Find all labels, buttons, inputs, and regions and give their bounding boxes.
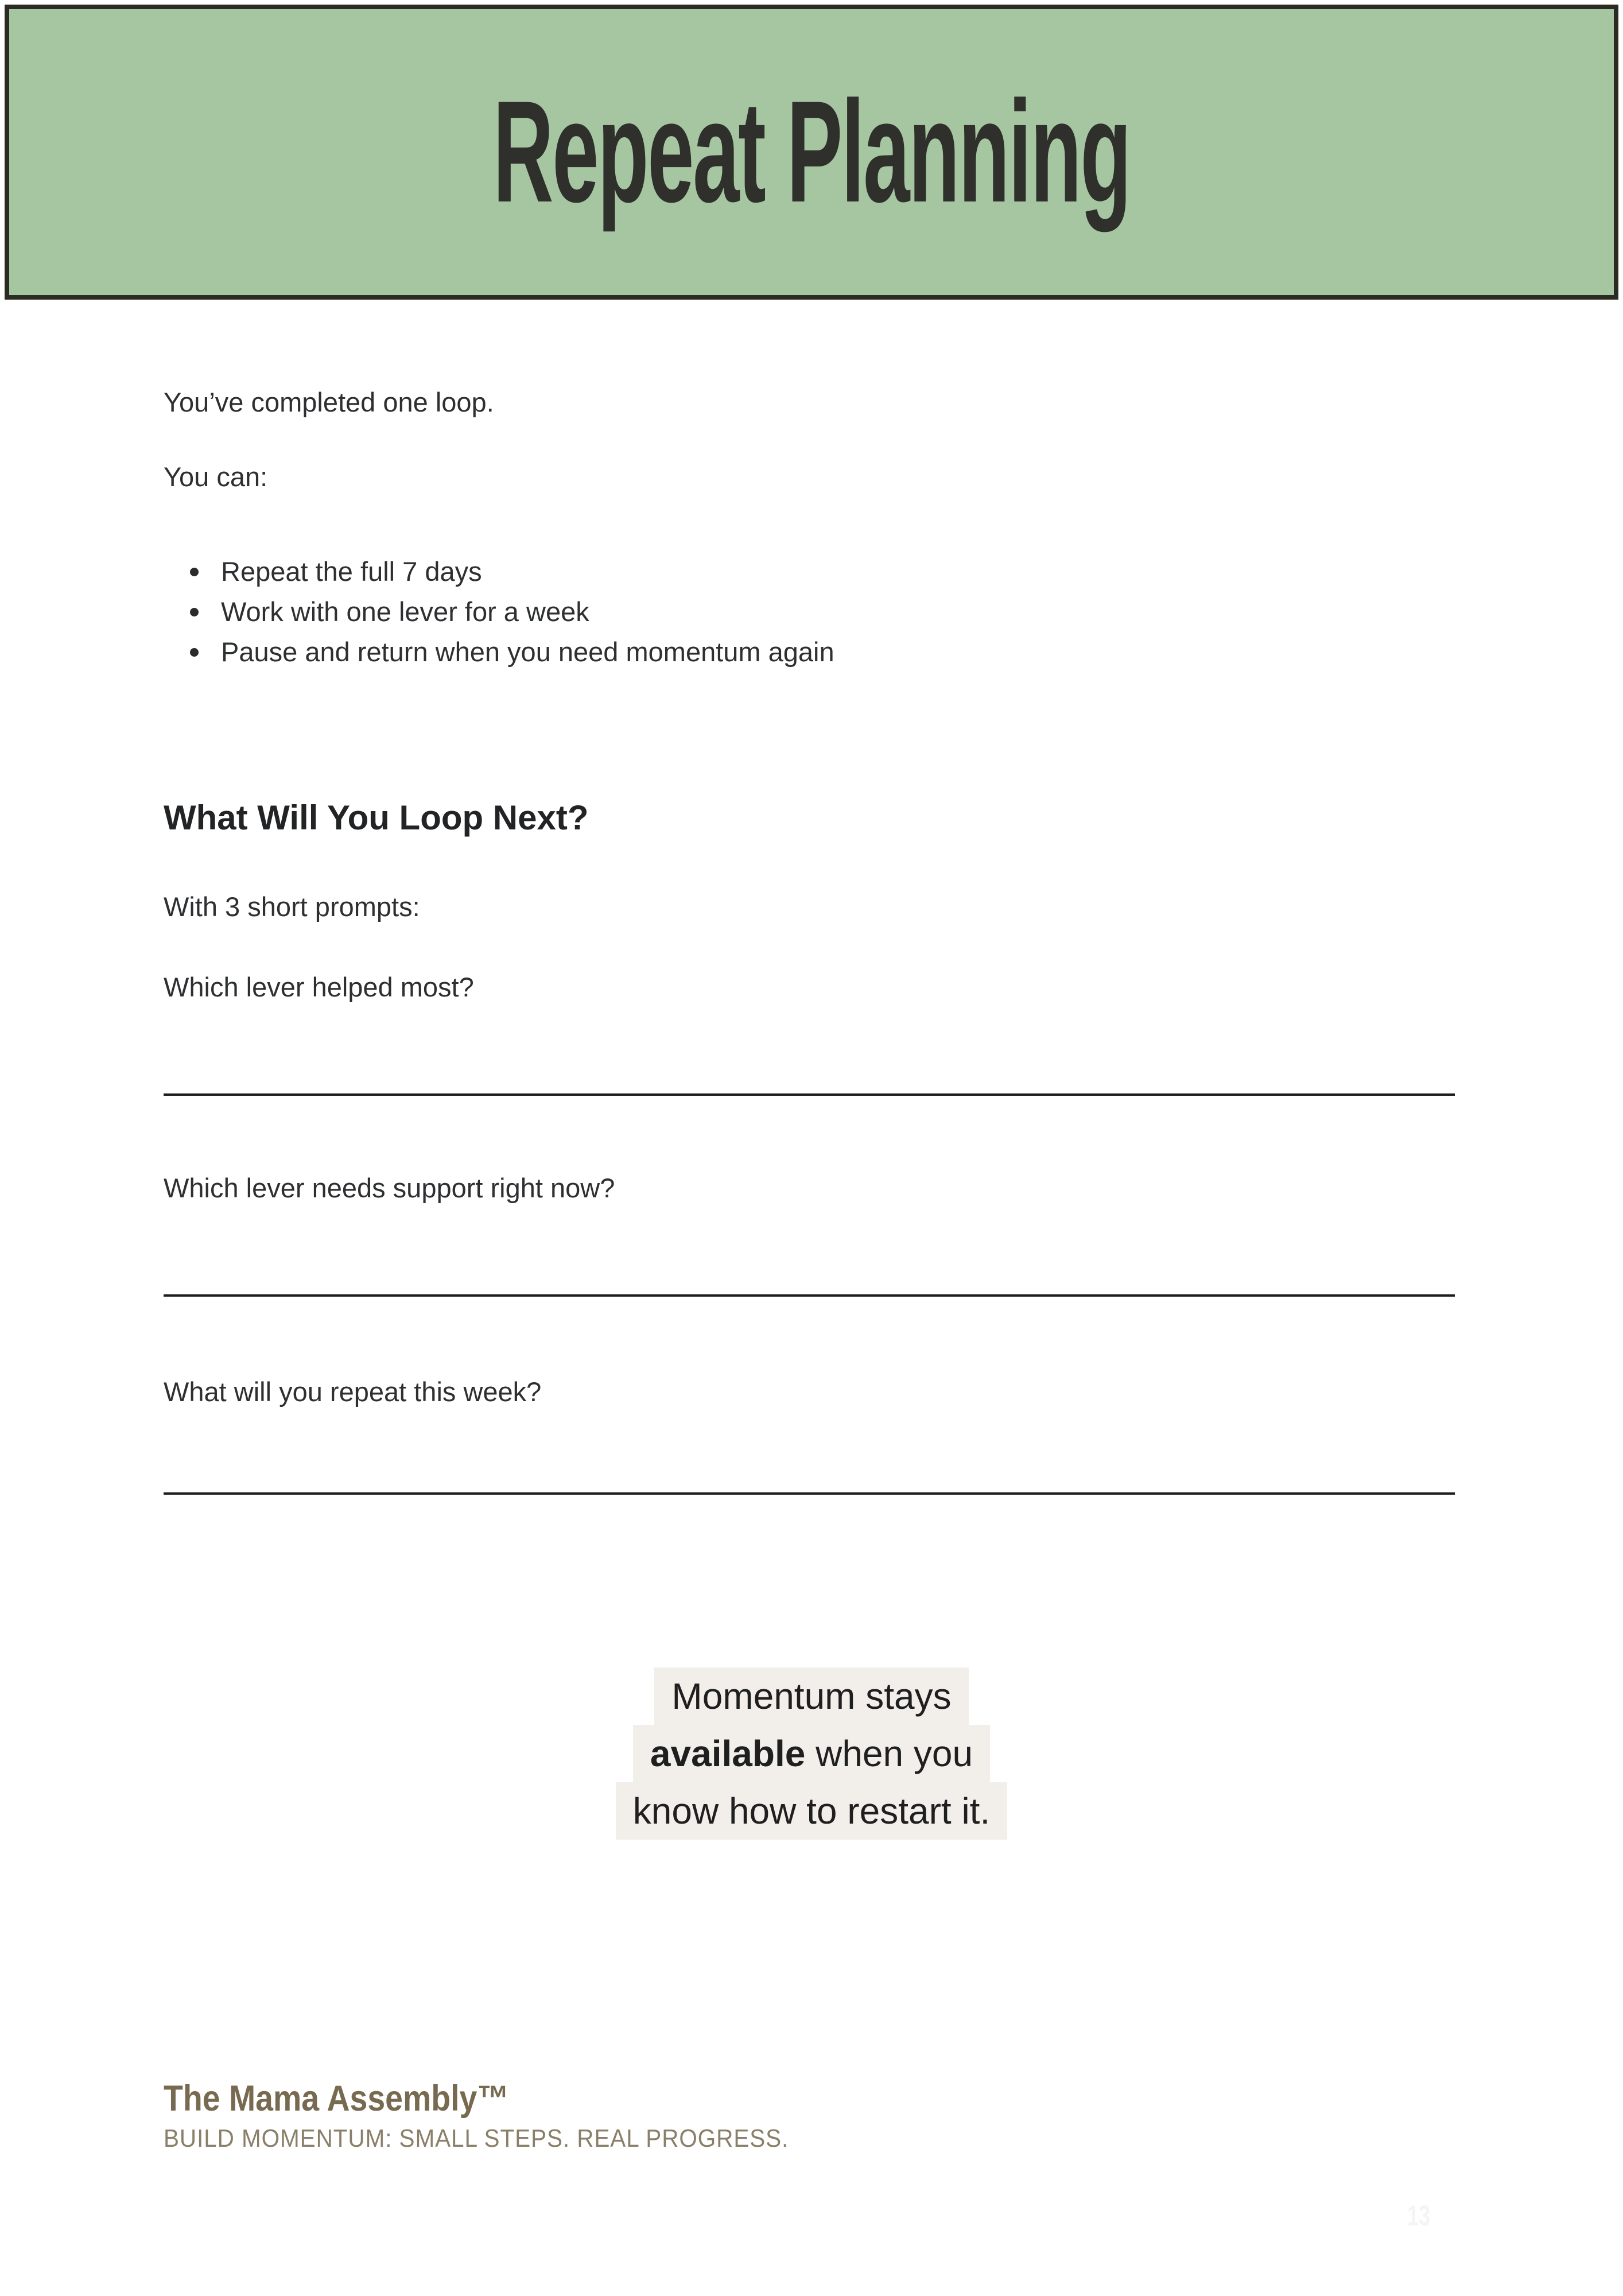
quote-line-1 — [0, 1667, 1623, 1725]
answer-line-1 — [164, 1093, 1455, 1096]
header-banner — [5, 5, 1618, 300]
page-number: 13 — [1407, 2200, 1431, 2232]
section-heading: What Will You Loop Next? — [164, 798, 589, 837]
prompt-question-1: Which lever helped most? — [164, 972, 474, 1002]
brand-tagline: BUILD MOMENTUM: SMALL STEPS. REAL PROGRESS. — [164, 2124, 789, 2152]
list-item: Work with one lever for a week — [221, 592, 834, 632]
list-item: Pause and return when you need momentum again — [221, 632, 834, 672]
quote-line-2 — [0, 1725, 1623, 1782]
answer-line-3 — [164, 1492, 1455, 1495]
brand-name: The Mama Assembly™ — [164, 2078, 509, 2119]
intro-line-1: You’ve completed one loop. — [164, 387, 494, 417]
quote-highlight: Momentum stays — [654, 1667, 968, 1725]
quote-text: when you — [805, 1733, 973, 1774]
intro-line-2: You can: — [164, 461, 268, 492]
answer-line-2 — [164, 1294, 1455, 1297]
page-title: Repeat Planning — [492, 71, 1131, 232]
quote-highlight — [633, 1725, 990, 1782]
quote-line-3 — [0, 1782, 1623, 1840]
options-list — [164, 552, 834, 672]
list-item: Repeat the full 7 days — [221, 552, 834, 592]
section-subheading: With 3 short prompts: — [164, 891, 420, 922]
prompt-question-3: What will you repeat this week? — [164, 1376, 542, 1407]
quote-bold-word: available — [650, 1733, 806, 1774]
prompt-question-2: Which lever needs support right now? — [164, 1173, 615, 1203]
quote-highlight: know how to restart it. — [616, 1782, 1007, 1840]
quote-block — [0, 1667, 1623, 1840]
